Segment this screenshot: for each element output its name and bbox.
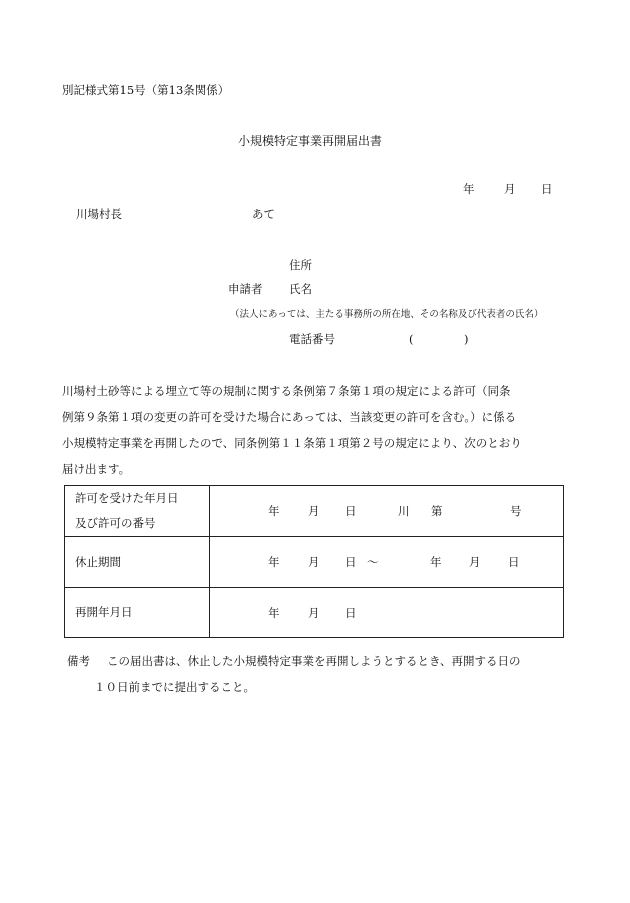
suspension-year-2: 年 — [430, 555, 442, 569]
suspension-day-2: 日 — [508, 555, 520, 569]
document-title: 小規模特定事業再開届出書 — [238, 134, 383, 148]
body-line-1: 川場村土砂等による埋立て等の規制に関する条例第７条第１項の規定による許可（同条 — [62, 384, 511, 398]
corporation-note: （法人にあっては、主たる事務所の所在地、その名称及び代表者の氏名） — [230, 309, 544, 320]
table-row-suspension — [65, 537, 564, 588]
application-table — [64, 485, 564, 638]
body-line-4: 届け出ます。 — [62, 462, 131, 476]
permit-date-value-cell[interactable] — [210, 486, 564, 537]
applicant-heading: 申請者 — [228, 282, 263, 296]
body-line-2: 例第９条第１項の変更の許可を受けた場合にあっては、当該変更の許可を含む。）に係る — [62, 410, 517, 424]
name-label: 氏名 — [289, 282, 312, 296]
permit-kawa: 川 — [398, 504, 410, 518]
remark-line-2: １０日前までに提出すること。 — [94, 680, 255, 694]
permit-year: 年 — [268, 504, 280, 518]
permit-go: 号 — [510, 504, 522, 518]
form-number-label: 別記様式第15号（第13条関係） — [62, 83, 230, 97]
resume-year: 年 — [268, 605, 280, 620]
resume-label-cell: 再開年月日 — [65, 588, 210, 638]
body-paragraph — [62, 378, 582, 482]
permit-label-line-2: 及び許可の番号 — [75, 516, 156, 530]
suspension-month-2: 月 — [469, 555, 481, 569]
remark-label: 備考 — [67, 654, 90, 668]
suspension-month-1: 月 — [308, 555, 320, 569]
suspension-label-cell: 休止期間 — [65, 537, 210, 588]
addressee-suffix: あて — [252, 207, 275, 221]
remark-line-1: この届出書は、休止した小規模特定事業を再開しようとするとき、再開する日の — [107, 654, 521, 668]
suspension-value-cell[interactable] — [210, 537, 564, 588]
permit-date-label-cell — [65, 486, 210, 537]
permit-label-line-1: 許可を受けた年月日 — [75, 491, 179, 505]
phone-paren-open: ( — [409, 332, 414, 346]
resume-month: 月 — [308, 605, 320, 620]
suspension-year-1: 年 — [268, 555, 280, 569]
date-day-label: 日 — [541, 182, 553, 196]
suspension-tilde: ～ — [367, 555, 379, 569]
permit-day: 日 — [345, 504, 357, 518]
permit-month: 月 — [308, 504, 320, 518]
date-year-label: 年 — [463, 182, 475, 196]
table-row-resume — [65, 588, 564, 638]
addressee-name: 川場村長 — [76, 207, 122, 221]
phone-paren-close: ) — [464, 332, 469, 346]
date-month-label: 月 — [504, 182, 516, 196]
address-label: 住所 — [289, 258, 312, 272]
permit-dai: 第 — [431, 504, 443, 518]
phone-label: 電話番号 — [289, 332, 335, 346]
suspension-day-1: 日 — [345, 555, 357, 569]
body-line-3: 小規模特定事業を再開したので、同条例第１１条第１項第２号の規定により、次のとおり — [62, 436, 522, 450]
resume-value-cell[interactable] — [210, 588, 564, 638]
resume-day: 日 — [345, 605, 357, 620]
table-row-permit — [65, 486, 564, 537]
